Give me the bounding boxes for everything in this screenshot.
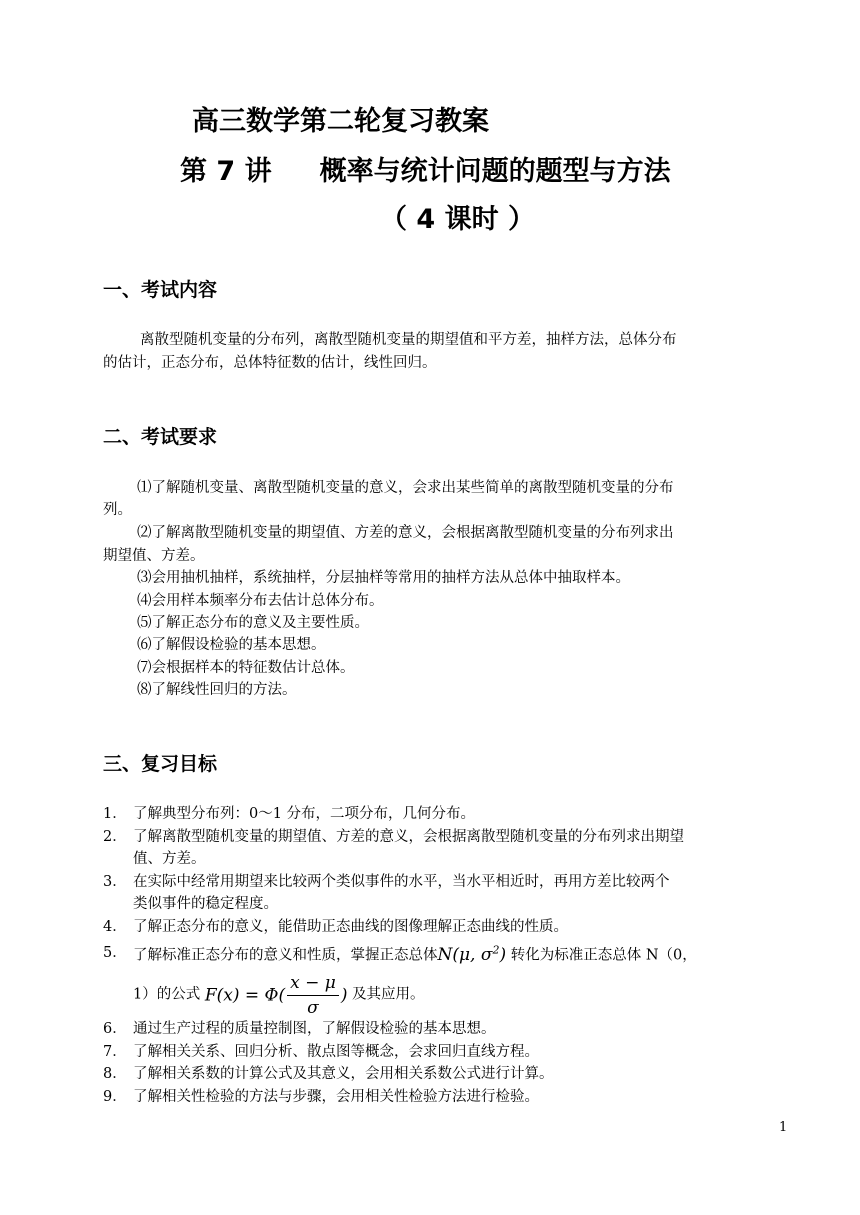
class-hours: （ 4 课时 ）	[380, 204, 535, 235]
content-line: 离散型随机变量的分布列，离散型随机变量的期望值和平方差，抽样方法，总体分布	[140, 332, 677, 348]
section-heading-requirements: 二、考试要求	[103, 426, 218, 448]
section-heading-goals: 三、复习目标	[103, 753, 218, 775]
goal-number: 9．	[103, 1089, 127, 1105]
requirement-line: 期望值、方差。	[103, 548, 205, 564]
goal-line: 了解正态分布的意义，能借助正态曲线的图像理解正态曲线的性质。	[133, 919, 568, 935]
normal-distribution-formula: N(μ, $\sigma^2$)	[437, 943, 507, 965]
goal-text: 了解标准正态分布的意义和性质，掌握正态总体	[133, 947, 438, 964]
requirement-line: 列。	[103, 502, 132, 518]
goal-line: 值、方差。	[133, 851, 206, 867]
goal-number: 3．	[103, 874, 127, 890]
goal-line-formula	[133, 944, 697, 964]
goal-line: 了解典型分布列：0～1 分布，二项分布，几何分布。	[133, 806, 476, 822]
fraction-numerator: x − μ	[287, 974, 339, 996]
goal-line: 通过生产过程的质量控制图，了解假设检验的基本思想。	[133, 1021, 496, 1037]
requirement-line: ⑸了解正态分布的意义及主要性质。	[137, 615, 369, 631]
requirement-line: ⑴了解随机变量、离散型随机变量的意义，会求出某些简单的离散型随机变量的分布	[137, 480, 674, 496]
goal-number: 7．	[103, 1044, 127, 1060]
lecture-number: 第 7 讲	[180, 156, 272, 187]
goal-number: 4．	[103, 919, 127, 935]
requirement-line: ⑵了解离散型随机变量的期望值、方差的意义，会根据离散型随机变量的分布列求出	[137, 525, 674, 541]
goal-number: 5．	[103, 945, 127, 961]
requirement-line: ⑹了解假设检验的基本思想。	[137, 637, 326, 653]
formula-fraction	[287, 974, 339, 1017]
goal-number: 6．	[103, 1021, 127, 1037]
goal-text: 1）的公式	[133, 986, 201, 1003]
goal-text: 转化为标准正态总体 N（0，	[506, 947, 697, 964]
goal-number: 1．	[103, 806, 127, 822]
formula-close: )	[340, 985, 348, 1006]
content-line: 的估计，正态分布，总体特征数的估计，线性回归。	[103, 355, 437, 371]
section-heading-content: 一、考试内容	[103, 279, 218, 301]
goal-line: 在实际中经常用期望来比较两个类似事件的水平，当水平相近时，再用方差比较两个	[133, 874, 670, 890]
requirement-line: ⑷会用样本频率分布去估计总体分布。	[137, 593, 384, 609]
lecture-title	[180, 158, 671, 185]
goal-line: 了解离散型随机变量的期望值、方差的意义，会根据离散型随机变量的分布列求出期望	[133, 829, 684, 845]
requirement-line: ⑻了解线性回归的方法。	[137, 682, 297, 698]
goal-line: 类似事件的稳定程度。	[133, 896, 278, 912]
goal-line: 了解相关性检验的方法与步骤，会用相关性检验方法进行检验。	[133, 1089, 539, 1105]
requirement-line: ⑺会根据样本的特征数估计总体。	[137, 660, 355, 676]
lecture-topic: 概率与统计问题的题型与方法	[319, 156, 671, 187]
goal-line: 了解相关关系、回归分析、散点图等概念，会求回归直线方程。	[133, 1044, 539, 1060]
document-title: 高三数学第二轮复习教案	[192, 106, 489, 137]
requirement-line: ⑶会用抽机抽样，系统抽样，分层抽样等常用的抽样方法从总体中抽取样本。	[137, 570, 630, 586]
fraction-denominator: σ	[307, 997, 319, 1018]
goal-line: 了解相关系数的计算公式及其意义，会用相关系数公式进行计算。	[133, 1066, 554, 1082]
page-number: 1	[779, 1120, 788, 1135]
goal-line-formula	[133, 974, 425, 1017]
standardization-formula: F(x) = Φ(	[204, 985, 286, 1006]
goal-number: 2．	[103, 829, 127, 845]
goal-text: 及其应用。	[352, 986, 425, 1003]
goal-number: 8．	[103, 1066, 127, 1082]
